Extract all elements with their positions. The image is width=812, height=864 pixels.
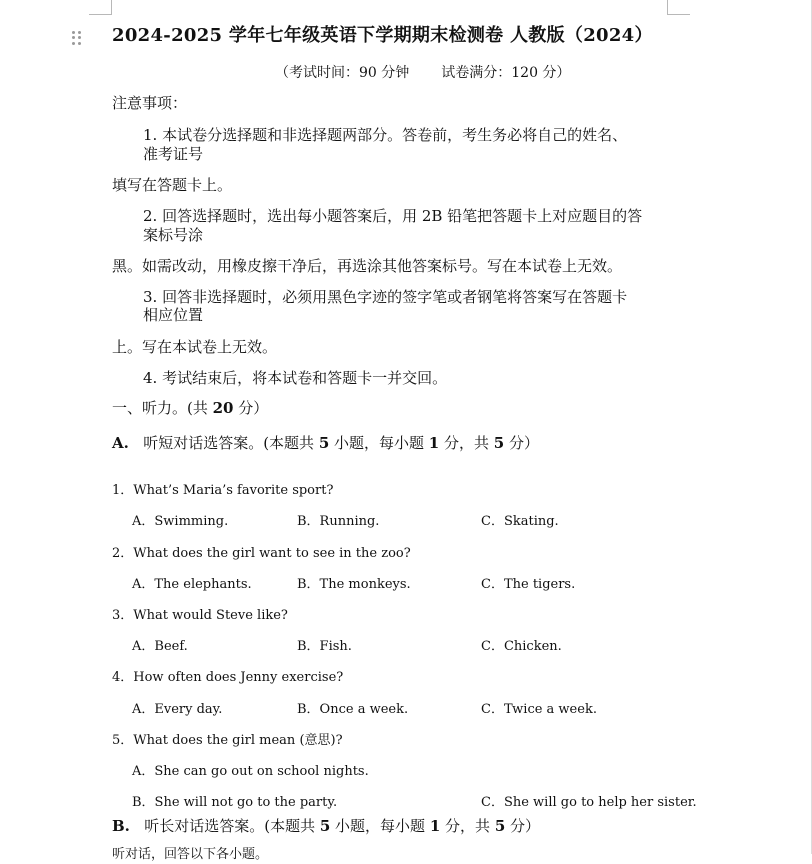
- part-b-text3: 分，共: [440, 817, 495, 835]
- q2-option-c: C．The tigers.: [481, 577, 576, 592]
- q5-option-c: C．She will go to help her sister.: [481, 795, 697, 810]
- note-3-line2: 相应位置: [143, 306, 204, 324]
- q5-option-a: A．She can go out on school nights.: [132, 764, 369, 779]
- part-a-heading: [112, 434, 539, 452]
- note-4-line1: 4. 考试结束后，将本试卷和答题卡一并交回。: [143, 369, 448, 387]
- q3-option-b: B．Fish.: [297, 639, 352, 654]
- section-prefix: 一、听力。(共: [112, 399, 213, 417]
- note-2-line1: 2. 回答选择题时，选出每小题答案后，用 2B 铅笔把答题卡上对应题目的答: [143, 207, 643, 225]
- part-a-label: A.: [112, 434, 129, 452]
- q2-option-b: B．The monkeys.: [297, 577, 411, 592]
- full-score: 试卷满分：120 分）: [441, 65, 571, 81]
- q2-option-a: A．The elephants.: [132, 577, 252, 592]
- part-b-text4: 分）: [505, 817, 541, 835]
- part-b-text2: 小题，每小题: [330, 817, 430, 835]
- note-1-line2: 准考证号: [143, 145, 204, 163]
- part-a-text3: 分，共: [439, 434, 494, 452]
- question-4: 4．How often does Jenny exercise?: [112, 670, 344, 685]
- note-3-line1: 3. 回答非选择题时，必须用黑色字迹的签字笔或者钢笔将答案写在答题卡: [143, 288, 628, 306]
- section-listening: [112, 399, 268, 417]
- part-a-text2: 小题，每小题: [329, 434, 429, 452]
- q4-option-c: C．Twice a week.: [481, 702, 597, 717]
- exam-time: （考试时间：90 分钟: [275, 65, 410, 81]
- section-suffix: 分）: [233, 399, 269, 417]
- part-b-count: 5: [319, 817, 331, 835]
- question-5: 5．What does the girl mean (意思)?: [112, 733, 343, 748]
- part-b-hint: 听对话，回答以下各小题。: [112, 847, 269, 862]
- crop-mark-right: [667, 0, 690, 15]
- crop-mark-left: [89, 0, 112, 15]
- note-2-cont: 黑。如需改动，用橡皮擦干净后，再选涂其他答案标号。写在本试卷上无效。: [112, 257, 623, 275]
- drag-handle-icon[interactable]: [72, 31, 82, 45]
- q1-option-c: C．Skating.: [481, 514, 559, 529]
- q3-option-a: A．Beef.: [132, 639, 188, 654]
- part-a-text: 听短对话选答案。(本题共: [143, 434, 319, 452]
- q1-option-b: B．Running.: [297, 514, 380, 529]
- part-a-each: 1: [428, 434, 440, 452]
- q5-option-b: B．She will not go to the party.: [132, 795, 338, 810]
- question-3: 3．What would Steve like?: [112, 608, 288, 623]
- exam-title: 2024-2025 学年七年级英语下学期期末检测卷 人教版（2024）: [112, 25, 653, 46]
- part-b-each: 1: [429, 817, 441, 835]
- part-b-heading: [112, 817, 540, 835]
- part-b-total: 5: [494, 817, 506, 835]
- question-1: 1．What’s Maria’s favorite sport?: [112, 483, 334, 498]
- part-b-text: 听长对话选答案。(本题共: [144, 817, 320, 835]
- q4-option-b: B．Once a week.: [297, 702, 409, 717]
- q1-option-a: A．Swimming.: [132, 514, 229, 529]
- note-2-line2: 案标号涂: [143, 226, 204, 244]
- part-a-total: 5: [493, 434, 505, 452]
- section-score: 20: [212, 399, 234, 417]
- note-3-cont: 上。写在本试卷上无效。: [112, 338, 278, 356]
- notes-heading: 注意事项：: [112, 94, 188, 112]
- note-1-cont: 填写在答题卡上。: [112, 176, 233, 194]
- part-a-text4: 分）: [504, 434, 539, 452]
- exam-subtitle: [275, 64, 570, 82]
- question-2: 2．What does the girl want to see in the zoo?: [112, 546, 411, 561]
- q4-option-a: A．Every day.: [132, 702, 223, 717]
- q3-option-c: C．Chicken.: [481, 639, 562, 654]
- part-b-label: B.: [112, 817, 130, 835]
- part-a-count: 5: [318, 434, 330, 452]
- note-1-line1: 1. 本试卷分选择题和非选择题两部分。答卷前，考生务必将自己的姓名、: [143, 126, 628, 144]
